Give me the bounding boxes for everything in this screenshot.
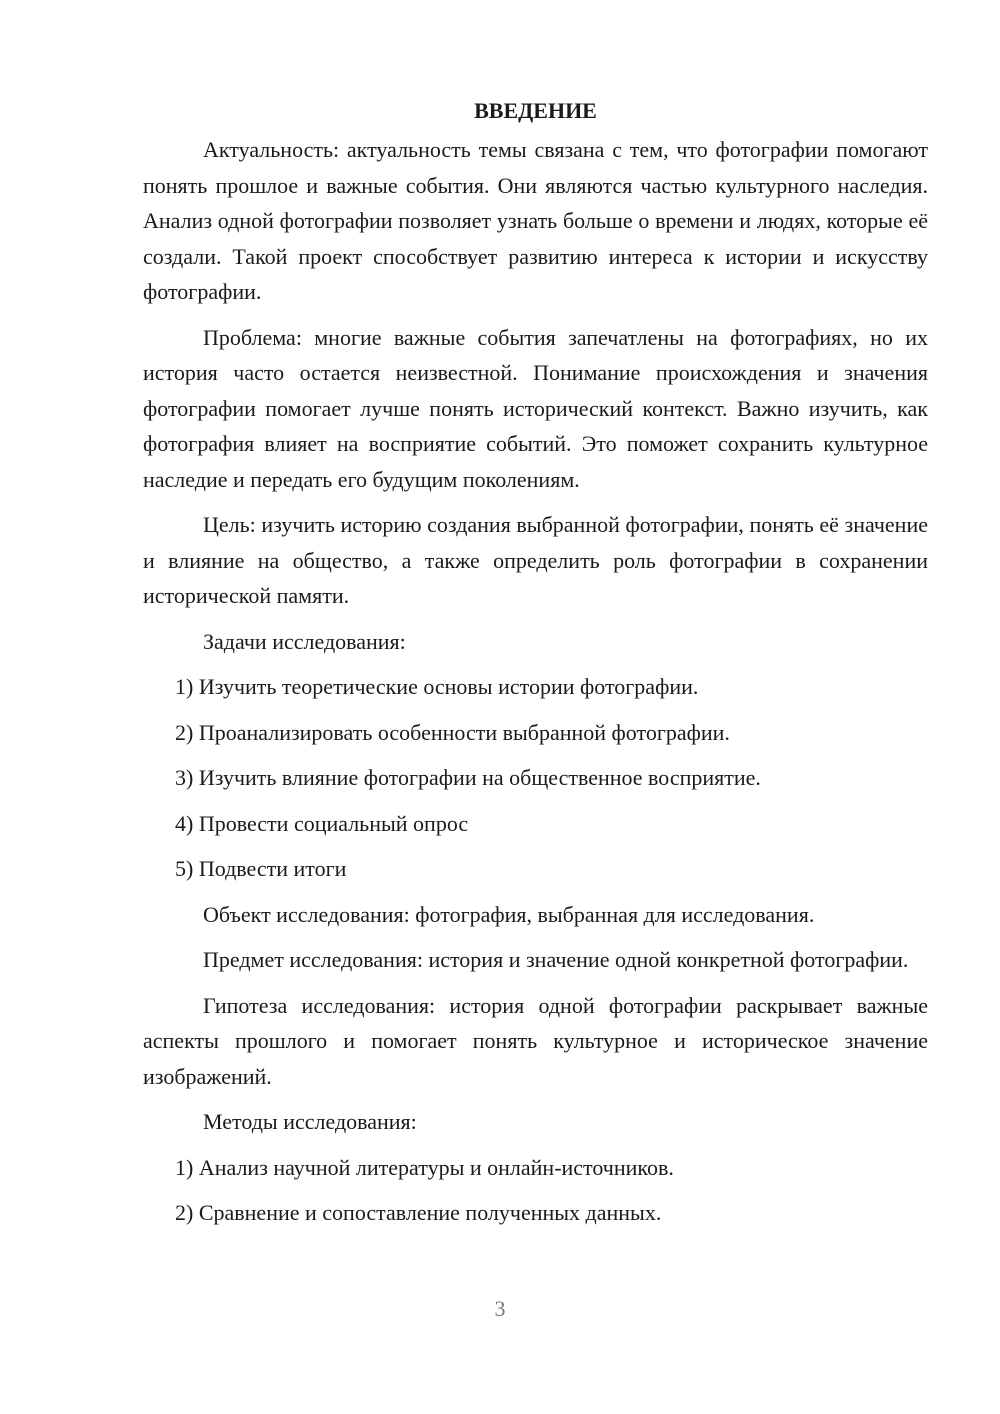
- methods-label: Методы исследования:: [203, 1109, 417, 1134]
- list-item: 3) Изучить влияние фотографии на общественное восприятие.: [175, 765, 761, 790]
- hypothesis-paragraph: Гипотеза исследования: история одной фотографии раскрывает важные аспекты прошлого и помогает понять культурное и историческое значение изображений.: [143, 992, 928, 1089]
- object-paragraph: Объект исследования: фотография, выбранная для исследования.: [203, 901, 815, 927]
- list-item: 4) Провести социальный опрос: [175, 810, 469, 836]
- document-page: [143, 93, 928, 1241]
- problem-paragraph: Проблема: многие важные события запечатлены на фотографиях, но их история часто остается неизвестной. Понимание происхождения и значения фотографии помогает лучше понять исторический контекст. Важно изучить, как фотография влияет на восприятие событий. Это поможет сохранить культурное наследие и передать его будущим поколениям.: [143, 324, 928, 492]
- relevance-paragraph: Актуальность: актуальность темы связана с тем, что фотографии помогают понять прошлое и важные события. Они являются частью культурного наследия. Анализ одной фотографии позволяет узнать больше о времени и людях, которые её создали. Такой проект способствует развитию интереса к истории и искусству фотографии.: [143, 137, 928, 304]
- list-item: 5) Подвести итоги: [175, 856, 347, 881]
- list-item: 1) Изучить теоретические основы истории фотографии.: [175, 674, 699, 699]
- subject-paragraph: Предмет исследования: история и значение одной конкретной фотографии.: [203, 947, 909, 972]
- list-item: 1) Анализ научной литературы и онлайн-источников.: [175, 1154, 674, 1180]
- list-item: 2) Проанализировать особенности выбранной фотографии.: [175, 719, 730, 745]
- section-heading: ВВЕДЕНИЕ: [474, 98, 597, 123]
- tasks-label: Задачи исследования:: [203, 628, 406, 654]
- tasks-list: [143, 669, 928, 887]
- page-number: 3: [494, 1296, 506, 1321]
- list-item: 2) Сравнение и сопоставление полученных данных.: [175, 1200, 662, 1225]
- goal-paragraph: Цель: изучить историю создания выбранной фотографии, понять её значение и влияние на общество, а также определить роль фотографии в сохранении исторической памяти.: [143, 512, 928, 608]
- methods-list: [143, 1150, 928, 1231]
